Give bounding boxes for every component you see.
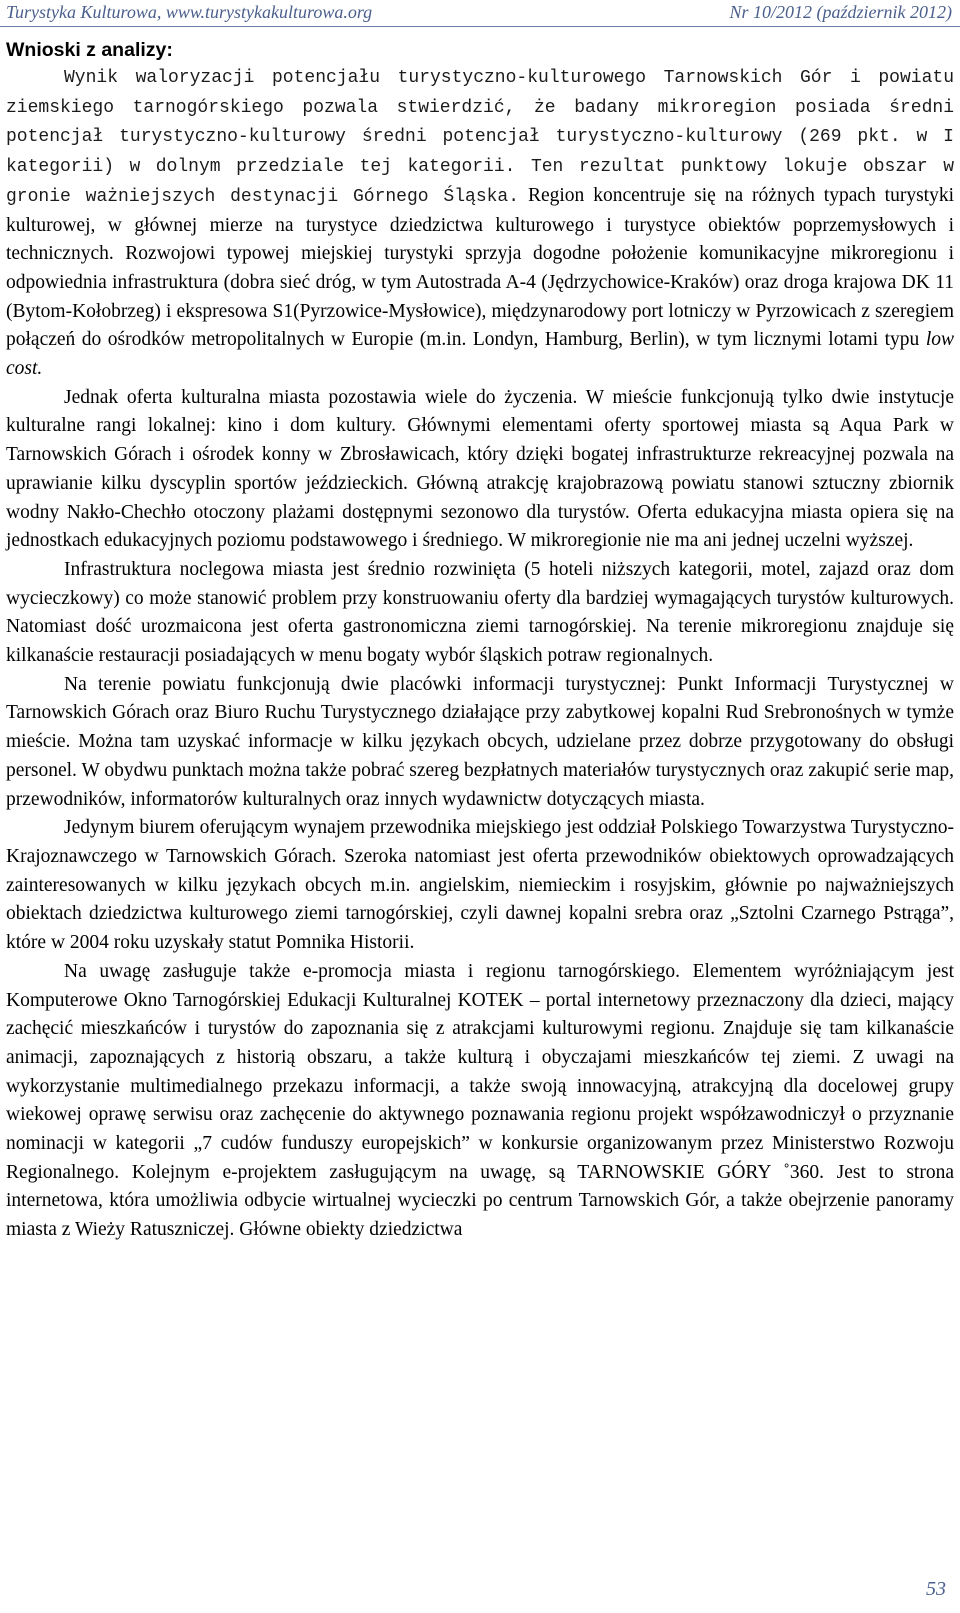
paragraph-1-summary: Wynik waloryzacji potencjału turystyczno-kulturowego Tarnowskich Gór i powiatu ziemskiego tarnogórskiego pozwala stwierdzić, że badany mikroregion posiada średni potencjał turystyczno-kulturowy średni potencjał turystyczno-kulturowy (269 pkt. w I kategorii) w dolnym przedziale tej kategorii. Ten rezultat punktowy lokuje obszar w gronie ważniejszych destynacji Górnego Śląska. [6, 68, 954, 207]
paragraph-1-text: Region koncentruje się na różnych typach turystyki kulturowej, w głównej mierze na turystyce dziedzictwa kulturowego i turystyce obiektów poprzemysłowych i technicznych. Rozwojowi typowej miejskiej turystyki sprzyja dogodne położenie komunikacyjne mikroregionu i odpowiednia infrastruktura (dobra sieć dróg, w tym Autostrada A-4 (Jędrzychowice-Kraków) oraz droga krajowa DK 11 (Bytom-Kołobrzeg) i ekspresowa S1(Pyrzowice-Mysłowice), międzynarodowy port lotniczy w Pyrzowicach z szeregiem połączeń do ośrodków metropolitalnych w Europie (m.in. Londyn, Hamburg, Berlin), w tym licznymi lotami typu [6, 184, 955, 351]
paragraph-2: Jednak oferta kulturalna miasta pozostawia wiele do życzenia. W mieście funkcjonują tylko dwie instytucje kulturalne rangi lokalnej: kino i dom kultury. Głównymi elementami oferty sportowej miasta są Aqua Park w Tarnowskich Górach i ośrodek konny w Zbrosławicach, który dzięki bogatej infrastrukturze rekreacyjnej pozwala na uprawianie kilku dyscyplin sportów jeździeckich. Główną atrakcję krajobrazową powiatu stanowi sztuczny zbiornik wodny Nakło-Chechło otoczony plażami dostępnymi sezonowo dla turystów. Oferta edukacyjna miasta opiera się na jednostkach edukacyjnych poziomu podstawowego i średniego. W mikroregionie nie ma ani jednej uczelni wyższej. [6, 386, 954, 552]
page-number: 53 [926, 1578, 946, 1600]
article-body [6, 63, 954, 1245]
paragraph-1 [6, 63, 954, 384]
journal-title: Turystyka Kulturowa, www.turystykakulturowa.org [6, 2, 373, 22]
section-heading: Wnioski z analizy: [6, 39, 173, 61]
paragraph-3: Infrastruktura noclegowa miasta jest średnio rozwinięta (5 hoteli niższych kategorii, motel, zajazd oraz dom wycieczkowy) co może stanowić problem przy konstruowaniu oferty dla bardziej wymagających turystów kulturowych. Natomiast dość urozmaicona jest oferta gastronomiczna ziemi tarnogórskiej. Na terenie mikroregionu znajduje się kilkanaście restauracji posiadających w menu bogaty wybór śląskich potraw regionalnych. [6, 558, 954, 667]
paragraph-5: Jedynym biurem oferującym wynajem przewodnika miejskiego jest oddział Polskiego Towarzystwa Turystyczno-Krajoznawczego w Tarnowskich Górach. Szeroka natomiast jest oferta przewodników obiektowych oprowadzających zainteresowanych w kilku językach obcych m.in. angielskim, niemieckim i rosyjskim, głównie po najważniejszych obiektach dziedzictwa kulturowego ziemi tarnogórskiej, czyli dawnej kopalni srebra oraz „Sztolni Czarnego Pstrąga”, które w 2004 roku uzyskały statut Pomnika Historii. [6, 817, 954, 954]
paragraph-6: Na uwagę zasługuje także e-promocja miasta i regionu tarnogórskiego. Elementem wyróżniającym jest Komputerowe Okno Tarnogórskiej Edukacji Kulturalnej KOTEK – portal internetowy przeznaczony dla dzieci, mający zachęcić mieszkańców i turystów do zapoznania się z atrakcjami kulturowymi regionu. Znajduje się tam kilkanaście animacji, zapoznających z historią obszaru, a także kulturą i obyczajami mieszkańców tej ziemi. Z uwagi na wykorzystanie multimedialnego przekazu informacji, a także swoją innowacyjną, atrakcyjną dla docelowej grupy wiekowej oprawę serwisu oraz zachęcenie do aktywnego poznawania regionu projekt współzawodniczył o przyznanie nominacji w kategorii „7 cudów funduszy europejskich” w konkursie organizowanym przez Ministerstwo Rozwoju Regionalnego. Kolejnym e-projektem zasługującym na uwagę, są TARNOWSKIE GÓRY ˚360. Jest to strona internetowa, która umożliwia odbycie wirtualnej wycieczki po centrum Tarnowskich Gór, a także obejrzenie panoramy miasta z Wieży Ratuszniczej. Główne obiekty dziedzictwa [6, 960, 954, 1241]
page-header [0, 0, 960, 27]
paragraph-4: Na terenie powiatu funkcjonują dwie placówki informacji turystycznej: Punkt Informacji Turystycznej w Tarnowskich Górach oraz Biuro Ruchu Turystycznego działające przy zabytkowej kopalni Rud Srebronośnych w tymże mieście. Można tam uzyskać informacje w kilku językach obcych, udzielane przez dobrze przygotowany do obsługi personel. W obydwu punktach można także pobrać szereg bezpłatnych materiałów turystycznych oraz zakupić serie map, przewodników, informatorów kulturalnych oraz innych wydawnictw dotyczących miasta. [6, 673, 954, 810]
issue-number: Nr 10/2012 (październik 2012) [729, 2, 952, 22]
paragraph-1-italic: low cost. [6, 329, 954, 380]
